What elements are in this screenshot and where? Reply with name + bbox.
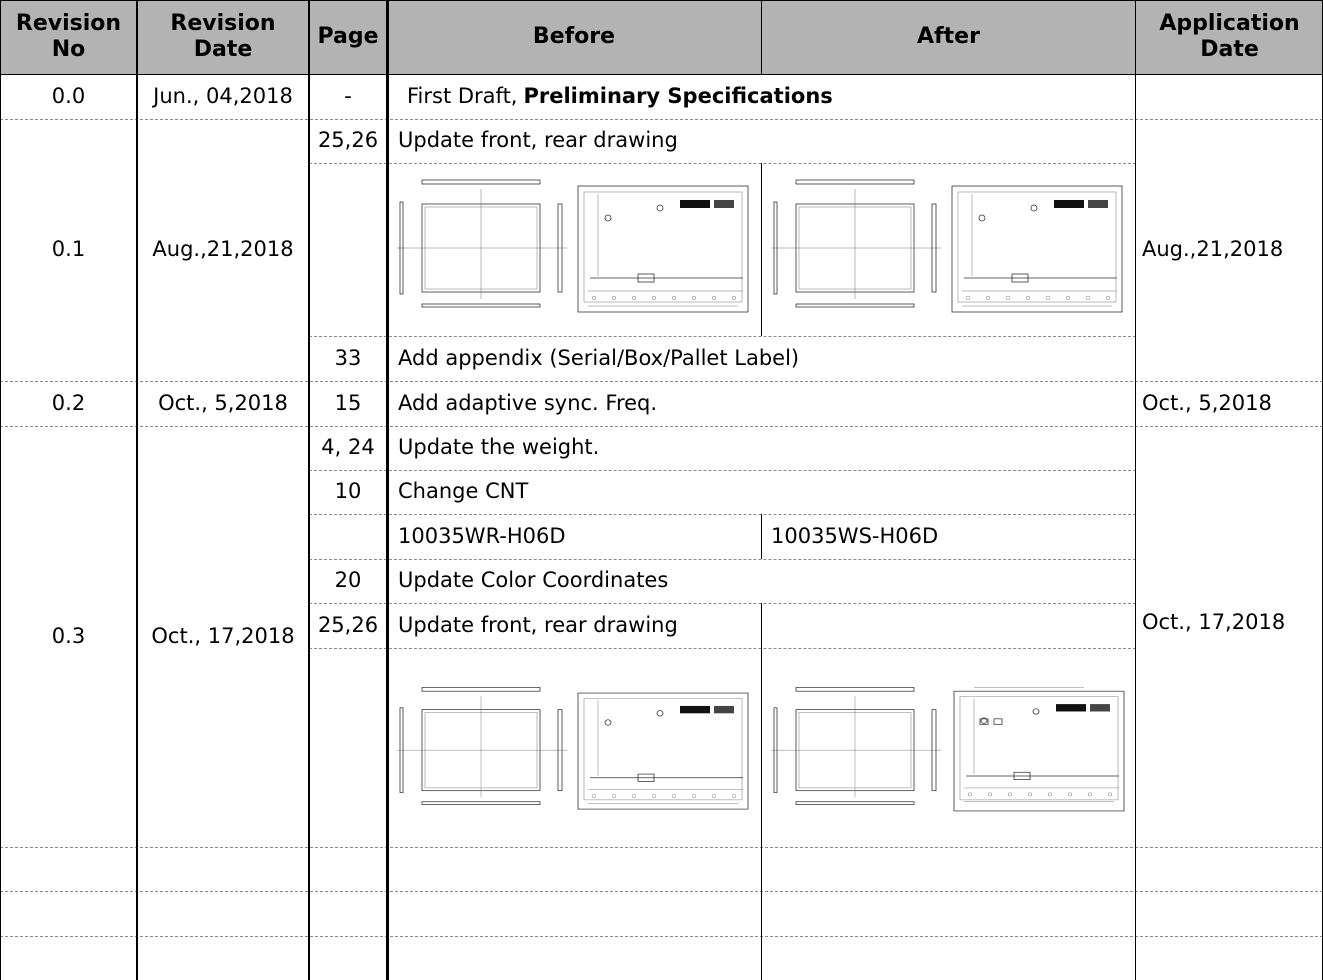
rev-0-1-item1-page: 25,26	[317, 128, 379, 153]
header-application-date-line2: Date	[1200, 37, 1259, 62]
header-revision-no-line1: Revision	[15, 10, 122, 36]
header-after	[761, 0, 1136, 74]
after-drawing-icon	[766, 174, 1130, 326]
rev-0-1-item1-text: Update front, rear drawing	[398, 128, 678, 153]
header-revision-date-line1: Revision	[170, 10, 276, 36]
rev-0-3-item4-text: Update Color Coordinates	[398, 568, 669, 593]
rev-0-1-date: Aug.,21,2018	[152, 237, 294, 262]
before-drawing-icon	[392, 682, 756, 822]
rev-0-2-date: Oct., 5,2018	[158, 390, 288, 415]
rev-0-0-description-prefix: First Draft,	[407, 83, 518, 108]
rev-0-0-date: Jun., 04,2018	[153, 83, 293, 108]
header-page-label: Page	[317, 23, 379, 49]
rev-0-3-item5-text: Update front, rear drawing	[398, 612, 678, 637]
header-before-label: Before	[532, 23, 616, 49]
rev-0-3-item2-text: Change CNT	[398, 479, 529, 504]
rev-0-1-item2-text: Add appendix (Serial/Box/Pallet Label)	[398, 345, 800, 370]
rev-0-3-application-date: Oct., 17,2018	[1142, 609, 1286, 634]
header-revision-no	[0, 0, 137, 74]
rev-0-3-number: 0.3	[51, 623, 86, 648]
rev-0-3-item5-page: 25,26	[317, 612, 379, 637]
rev-0-2-page: 15	[334, 390, 362, 415]
rev-0-1-number: 0.1	[51, 237, 86, 262]
rev-0-2-application-date: Oct., 5,2018	[1142, 390, 1272, 415]
header-revision-no-line2: No	[51, 37, 86, 62]
rev-0-3-after-part: 10035WS-H06D	[771, 523, 939, 548]
rev-0-3-before-part: 10035WR-H06D	[398, 523, 566, 548]
rev-0-3-item2-page: 10	[334, 479, 362, 504]
before-drawing-icon	[392, 174, 756, 326]
rev-0-2-number: 0.2	[51, 390, 86, 415]
rev-0-0-number: 0.0	[51, 83, 86, 108]
rev-0-1-application-date: Aug.,21,2018	[1142, 237, 1284, 262]
rev-0-0-description	[389, 74, 1323, 119]
after-drawing-icon	[766, 682, 1130, 822]
header-before	[387, 0, 761, 74]
rev-0-3-date: Oct., 17,2018	[151, 623, 295, 648]
header-revision-date	[137, 0, 309, 74]
rev-0-3-item4-page: 20	[334, 568, 362, 593]
rev-0-3-item1-page: 4, 24	[321, 435, 375, 460]
header-page	[309, 0, 387, 74]
rev-0-2-text: Add adaptive sync. Freq.	[398, 390, 658, 415]
rev-0-3-item1-text: Update the weight.	[398, 435, 600, 460]
rev-0-0-page: -	[344, 83, 352, 108]
header-after-label: After	[917, 23, 980, 49]
header-application-date-line1: Application	[1159, 10, 1300, 36]
rev-0-0-description-bold: Preliminary Specifications	[523, 83, 833, 108]
header-revision-date-line2: Date	[193, 37, 253, 62]
rev-0-1-item2-page: 33	[334, 345, 362, 370]
header-application-date	[1136, 0, 1323, 74]
